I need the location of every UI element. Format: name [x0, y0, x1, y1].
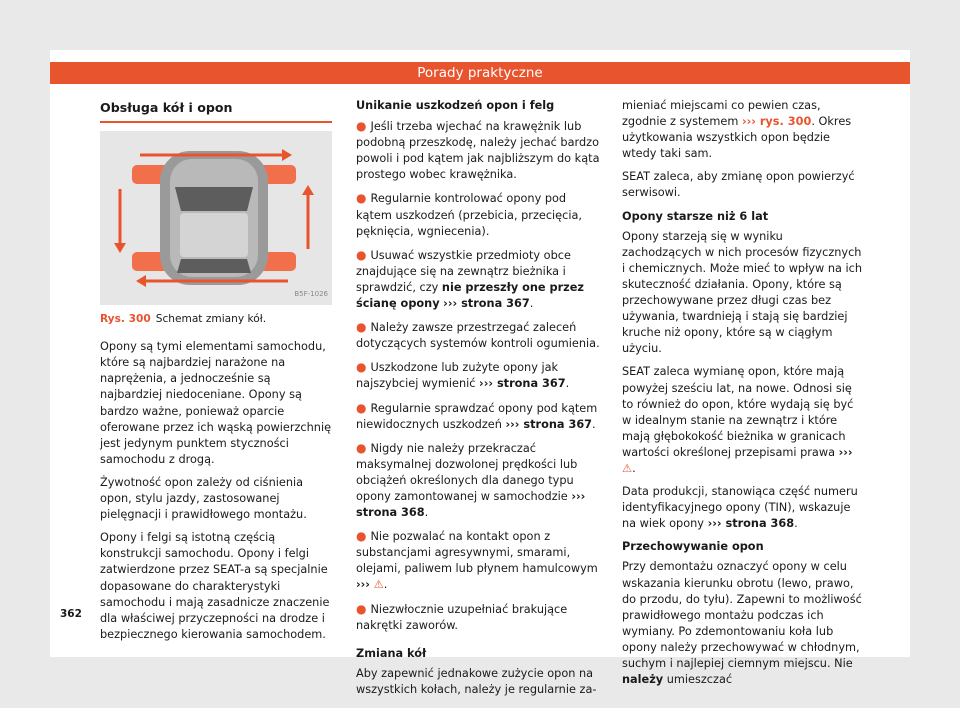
bullet-8-text: Nie pozwalać na kontakt opon z substancjami agresywnymi, smarami, olejami, paliwem lub płynem hamulcowym	[356, 530, 598, 576]
section-rule	[100, 121, 332, 123]
bullet-7: ● Nigdy nie należy przekraczać maksymalnej dozwolonej prędkości lub obciążeń określonych dla danego typu opony zamontowanej w samochodzie ››› strona 368.	[356, 440, 586, 520]
bullet-icon: ●	[356, 440, 367, 455]
page-link[interactable]: ››› strona 367	[505, 417, 593, 431]
rotation-text-a: mieniać miejscami co pewien czas, zgodnie z systemem	[622, 99, 821, 129]
bullet-icon: ●	[356, 247, 367, 262]
storage-bold: należy	[622, 673, 664, 687]
rotation-text-b: . Okres użytkowania wszystkich opon będzie wtedy taki sam.	[622, 115, 852, 161]
rear-window	[177, 259, 251, 273]
figure-caption-text: Schemat zmiany kół.	[155, 313, 267, 326]
manual-page	[50, 50, 910, 696]
figure-caption	[100, 311, 332, 327]
warning-link[interactable]: ›››	[838, 445, 853, 459]
column-2	[356, 98, 600, 705]
bullet-icon: ●	[356, 529, 367, 544]
page-link[interactable]: ››› strona 367	[479, 377, 566, 391]
bullet-2	[356, 190, 600, 239]
heading-old-tyres: Opony starsze niż 6 lat	[622, 209, 769, 223]
bullet-1	[356, 118, 600, 183]
bullet-9-text: Niezwłocznie uzupełniać brakujące nakrętki zaworów.	[356, 602, 568, 632]
bullet-6: ● Regularnie sprawdzać opony pod kątem niewidocznych uszkodzeń ››› strona 367.	[356, 400, 598, 431]
page-number: 362	[60, 608, 82, 620]
bullet-7-text: Nigdy nie należy przekraczać maksymalnej dozwolonej prędkości lub obciążeń określonych dla danego typu opony zamontowanej w samochodzie	[356, 441, 578, 503]
car-top-view-illustration	[100, 131, 332, 305]
replace-text: SEAT zaleca wymianę opon, które mają powyżej sześciu lat, na nowe. Odnosi się to również do opon, które wydają się być w idealnym stanie na zewnątrz i które mają głębokokość bieżnika w granicach wartości określonej przepisami prawa	[622, 365, 854, 459]
page-link[interactable]: ››› strona 367	[443, 297, 530, 311]
bullet-4	[356, 319, 600, 352]
warning-link[interactable]: ›››	[356, 578, 370, 592]
paragraph-wheel-change: Aby zapewnić jednakowe zużycie opon na wszystkich kołach, należy je regularnie za-	[356, 666, 597, 696]
bullet-3-bold: nie przeszły one przez ścianę opony	[356, 280, 584, 311]
paragraph-aging: Opony starzeją się w wyniku zachodzących w nich procesów fizycznych i chemicznych. Może mieć to wpływ na ich skuteczność działania. Opony, które są przechowywane przez długi czas bez używania, twardnieją i stają się bardziej kruche niż opony, które są w ciągłym użyciu.	[622, 229, 863, 356]
paragraph-storage	[622, 559, 862, 688]
bullet-6-text: Regularnie sprawdzać opony pod kątem niewidocznych uszkodzeń	[356, 401, 598, 431]
car-roof	[180, 213, 248, 257]
bullet-8: ● Nie pozwalać na kontakt opon z substancjami agresywnymi, smarami, olejami, paliwem lub płynem hamulcowym ››› ⚠.	[356, 529, 598, 592]
heading-wheel-change: Zmiana kół	[356, 646, 427, 660]
bullet-icon: ●	[356, 360, 367, 375]
bullet-3-text: Usuwać wszystkie przedmioty obce znajdujące się na zewnątrz bieżnika i sprawdzić, czy	[356, 248, 571, 294]
bullet-1-text: Jeśli trzeba wjechać na krawężnik lub podobną przeszkodę, należy jechać bardzo powoli i pod kątem jak najbliższym do kąta prostego wobec krawężnika.	[356, 120, 600, 182]
bullet-3: ● Usuwać wszystkie przedmioty obce znajdujące się na zewnątrz bieżnika i sprawdzić, czy nie przeszły one przez ścianę opony ››› strona 367.	[356, 247, 584, 311]
storage-text-a: Przy demontażu oznaczyć opony w celu wskazania kierunku obrotu (lewo, prawo, do przodu, do tyłu). Zapewni to możliwość prawidłowego montażu podczas ich wymiany. Po zdemontowaniu koła lub opony należy przechowywać w chłodnym, suchym i najlepiej ciemnym miejscu. Nie	[622, 560, 862, 670]
paragraph-replace: SEAT zaleca wymianę opon, które mają powyżej sześciu lat, na nowe. Odnosi się to również do opon, które wydają się być w idealnym stanie na zewnątrz i które mają głębokokość bieżnika w granicach wartości określonej przepisami prawa ››› ⚠.	[622, 365, 854, 475]
bullet-5-text: Uszkodzone lub zużyte opony jak najszybciej wymienić	[356, 361, 559, 391]
bullet-icon: ●	[356, 119, 367, 134]
storage-text-b: umieszczać	[666, 673, 733, 687]
bullet-4-text: Należy zawsze przestrzegać zaleceń dotyczących systemów kontroli ogumienia.	[356, 321, 600, 351]
bullet-icon: ●	[356, 320, 367, 335]
figure-code: B5F-1026	[294, 290, 328, 298]
paragraph-rotation	[622, 98, 862, 162]
bullet-icon: ●	[356, 191, 367, 206]
paragraph-service: SEAT zaleca, aby zmianę opon powierzyć serwisowi.	[622, 170, 855, 200]
header-title: Porady praktyczne	[417, 65, 543, 81]
figure-label: Rys. 300	[100, 313, 151, 326]
page-link[interactable]: ››› strona 368	[356, 489, 586, 520]
date-text: Data produkcji, stanowiąca część numeru identyfikacyjnego opony (TIN), wskazuje na wiek opony	[622, 485, 858, 531]
heading-storage: Przechowywanie opon	[622, 540, 764, 554]
page-link[interactable]: ››› strona 368	[707, 517, 795, 531]
bullet-2-text: Regularnie kontrolować opony pod kątem uszkodzeń (przebicia, przecięcia, pęknięcia, wgniecenia).	[356, 192, 582, 238]
warning-icon: ⚠	[373, 578, 384, 592]
paragraph-3: Opony i felgi są istotną częścią konstrukcji samochodu. Opony i felgi zatwierdzone przez SEAT-a są specjalnie dopasowane do charakterystyki samochodu i mają zasadnicze znaczenie dla właściwej przyczepności na drodze i bezpiecznego kierowania samochodem.	[100, 531, 330, 641]
paragraph-date: Data produkcji, stanowiąca część numeru identyfikacyjnego opony (TIN), wskazuje na wiek opony ››› strona 368.	[622, 485, 858, 531]
heading-avoid-damage: Unikanie uszkodzeń opon i felg	[356, 99, 555, 112]
bullet-9	[356, 601, 600, 634]
column-1	[100, 98, 332, 650]
paragraph-1: Opony są tymi elementami samochodu, które są najbardziej narażone na naprężenia, a jednocześnie są najbardziej niedoceniane. Opony są bardzo ważne, ponieważ oparcie oferowane przez ich wąską powierzchnię jest jedynym punktem styczności samochodu z drogą.	[100, 340, 332, 466]
paragraph-2: Żywotność opon zależy od ciśnienia opon, stylu jazdy, zastosowanej pielęgnacji i prawidłowego montażu.	[100, 475, 307, 522]
figure-link[interactable]: ››› rys. 300	[741, 115, 812, 129]
windshield	[175, 187, 253, 211]
bullet-icon: ●	[356, 400, 367, 415]
column-3	[622, 98, 862, 695]
bullet-icon: ●	[356, 601, 367, 616]
warning-icon: ⚠	[622, 461, 633, 475]
wheel-rotation-figure	[100, 131, 332, 305]
header-band	[50, 62, 910, 84]
section-title: Obsługa kół i opon	[100, 100, 233, 115]
bullet-5: ● Uszkodzone lub zużyte opony jak najszybciej wymienić ››› strona 367.	[356, 360, 570, 391]
